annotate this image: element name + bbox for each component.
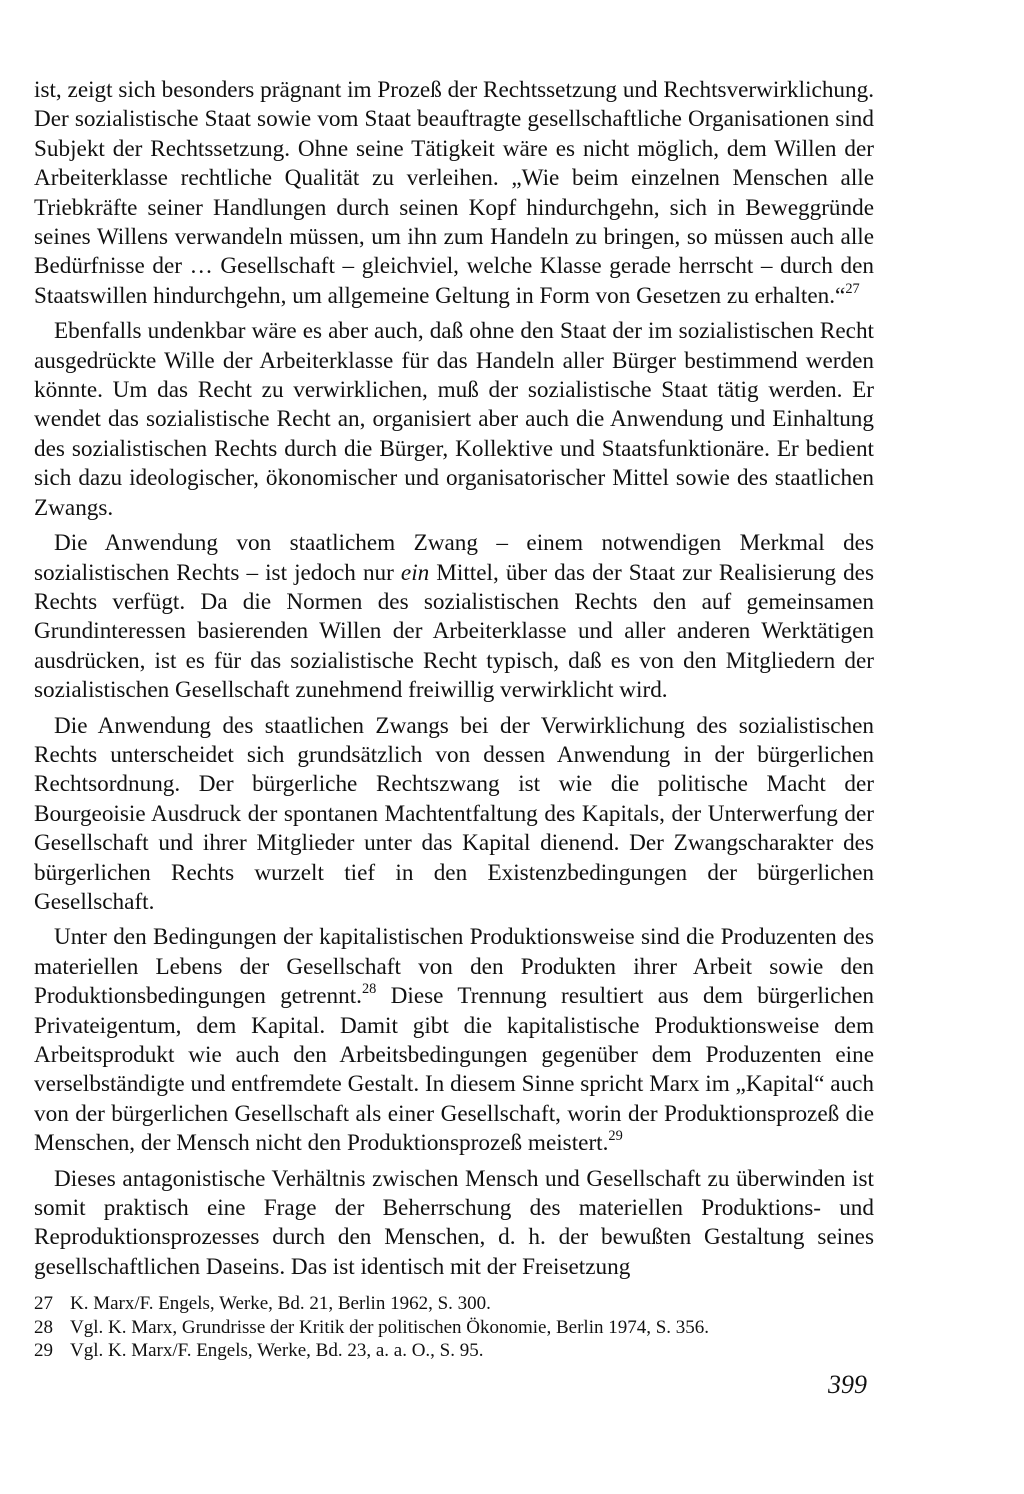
- paragraph: [34, 923, 874, 1158]
- footnote: [34, 1339, 874, 1363]
- paragraph: [34, 76, 874, 311]
- paragraph-text: Die Anwendung des staatlichen Zwangs bei der Verwirklichung des sozialistischen Rechts unterscheidet sich grundsätzlich von dessen Anwendung in der bürgerlichen Rechtsordnung. Der bürgerliche Rechtszwang ist wie die politische Macht der Bourgeoisie Ausdruck der spontanen Machtentfaltung des Kapitals, der Unterwerfung der Gesellschaft und ihrer Mitglieder unter das Kapital dienend. Der Zwangscharakter des bürgerlichen Rechts wurzelt tief in den Existenzbedingungen der bürgerlichen Gesellschaft.: [34, 712, 874, 915]
- body-text: [34, 76, 874, 1282]
- footnote-ref: 29: [608, 1128, 623, 1145]
- footnote-text: Vgl. K. Marx/F. Engels, Werke, Bd. 23, a. a. O., S. 95.: [70, 1340, 484, 1361]
- paragraph-text: Dieses antagonistische Verhältnis zwischen Mensch und Gesellschaft zu überwinden ist somit praktisch eine Frage der Beherrschung des materiellen Produktions- und Reproduktionsprozesses durch den Menschen, d. h. der bewußten Gestaltung seines gesellschaftlichen Daseins. Das ist identisch mit der Freisetzung: [34, 1165, 874, 1280]
- footnote-ref: 27: [845, 280, 860, 297]
- paragraph-text: ist, zeigt sich besonders prägnant im Prozeß der Rechtssetzung und Rechtsverwirklichung. Der sozialistische Staat sowie vom Staat beauftragte gesellschaftliche Organisationen sind Subjekt der Rechtssetzung. Ohne seine Tätigkeit wäre es nicht möglich, dem Willen der Arbeiterklasse rechtliche Qualität zu verleihen. „Wie beim einzelnen Menschen alle Triebkräfte seiner Handlungen durch seinen Kopf hindurchgehn, sich in Beweggründe seines Willens verwandeln müssen, um ihn zum Handeln zu bringen, so müssen auch alle Bedürfnisse der … Gesellschaft – gleichviel, welche Klasse gerade herrscht – durch den Staatswillen hindurchgehn, um allgemeine Geltung in Form von Gesetzen zu erhalten.“: [34, 77, 874, 309]
- paragraph-text: Diese Trennung resultiert aus dem bürgerlichen Privateigentum, dem Kapital. Damit gibt die kapitalistische Produktionsweise dem Arbeitsprodukt wie auch den Arbeitsbedingungen gegenüber dem Produzenten eine verselbständigte und entfremdete Gestalt. In diesem Sinne spricht Marx im „Kapital“ auch von der bürgerlichen Gesellschaft als einer Gesellschaft, worin der Produktionsprozeß die Menschen, der Mensch nicht den Produktionsprozeß meistert.: [34, 983, 875, 1157]
- paragraph: [34, 529, 874, 705]
- footnote-text: Vgl. K. Marx, Grundrisse der Kritik der politischen Ökonomie, Berlin 1974, S. 356.: [70, 1316, 710, 1338]
- paragraph: [34, 712, 874, 918]
- footnote-text: K. Marx/F. Engels, Werke, Bd. 21, Berlin 1962, S. 300.: [70, 1293, 491, 1314]
- paragraph-text: Unter den Bedingungen der kapitalistischen Produktionsweise sind die Produzenten des materiellen Lebens der Gesellschaft von den Produkten ihrer Arbeit sowie den Produktionsbedingungen getrennt.: [34, 924, 874, 1010]
- page-number: 399: [828, 1370, 867, 1399]
- footnote: [34, 1316, 874, 1340]
- paragraph-text: Ebenfalls undenkbar wäre es aber auch, daß ohne den Staat der im sozialistischen Recht ausgedrückte Wille der Arbeiterklasse für das Handeln aller Bürger bestimmend werden könnte. Um das Recht zu verwirklichen, muß der sozialistische Staat tätig werden. Er wendet das sozialistische Recht an, organisiert aber auch die Anwendung und Einhaltung des sozialistischen Rechts durch die Bürger, Kollektive und Staatsfunktionäre. Er bedient sich dazu ideologischer, ökonomischer und organisatorischer Mittel sowie des staatlichen Zwangs.: [34, 318, 874, 521]
- footnote-number: 28: [34, 1316, 53, 1338]
- footnotes: [34, 1292, 874, 1363]
- footnote-number: 29: [34, 1340, 53, 1361]
- paragraph-text: Die Anwendung von staatlichem Zwang – einem notwendigen Merkmal des sozialistischen Rechts – ist jedoch nur: [34, 530, 874, 586]
- footnote: [34, 1292, 874, 1316]
- paragraph: [34, 1165, 874, 1283]
- footnote-number: 27: [34, 1293, 53, 1314]
- paragraph: [34, 317, 874, 523]
- emphasis: ein: [400, 559, 430, 586]
- paragraph-text: Mittel, über das der Staat zur Realisierung des Rechts verfügt. Da die Normen des sozialistischen Rechts den auf gemeinsamen Grundinteressen basierenden Willen der Arbeiterklasse und aller anderen Werktätigen ausdrücken, ist es für das sozialistische Recht typisch, daß es von den Mitgliedern der sozialistischen Gesellschaft zunehmend freiwillig verwirklicht wird.: [34, 559, 874, 704]
- footnote-ref: 28: [361, 981, 377, 998]
